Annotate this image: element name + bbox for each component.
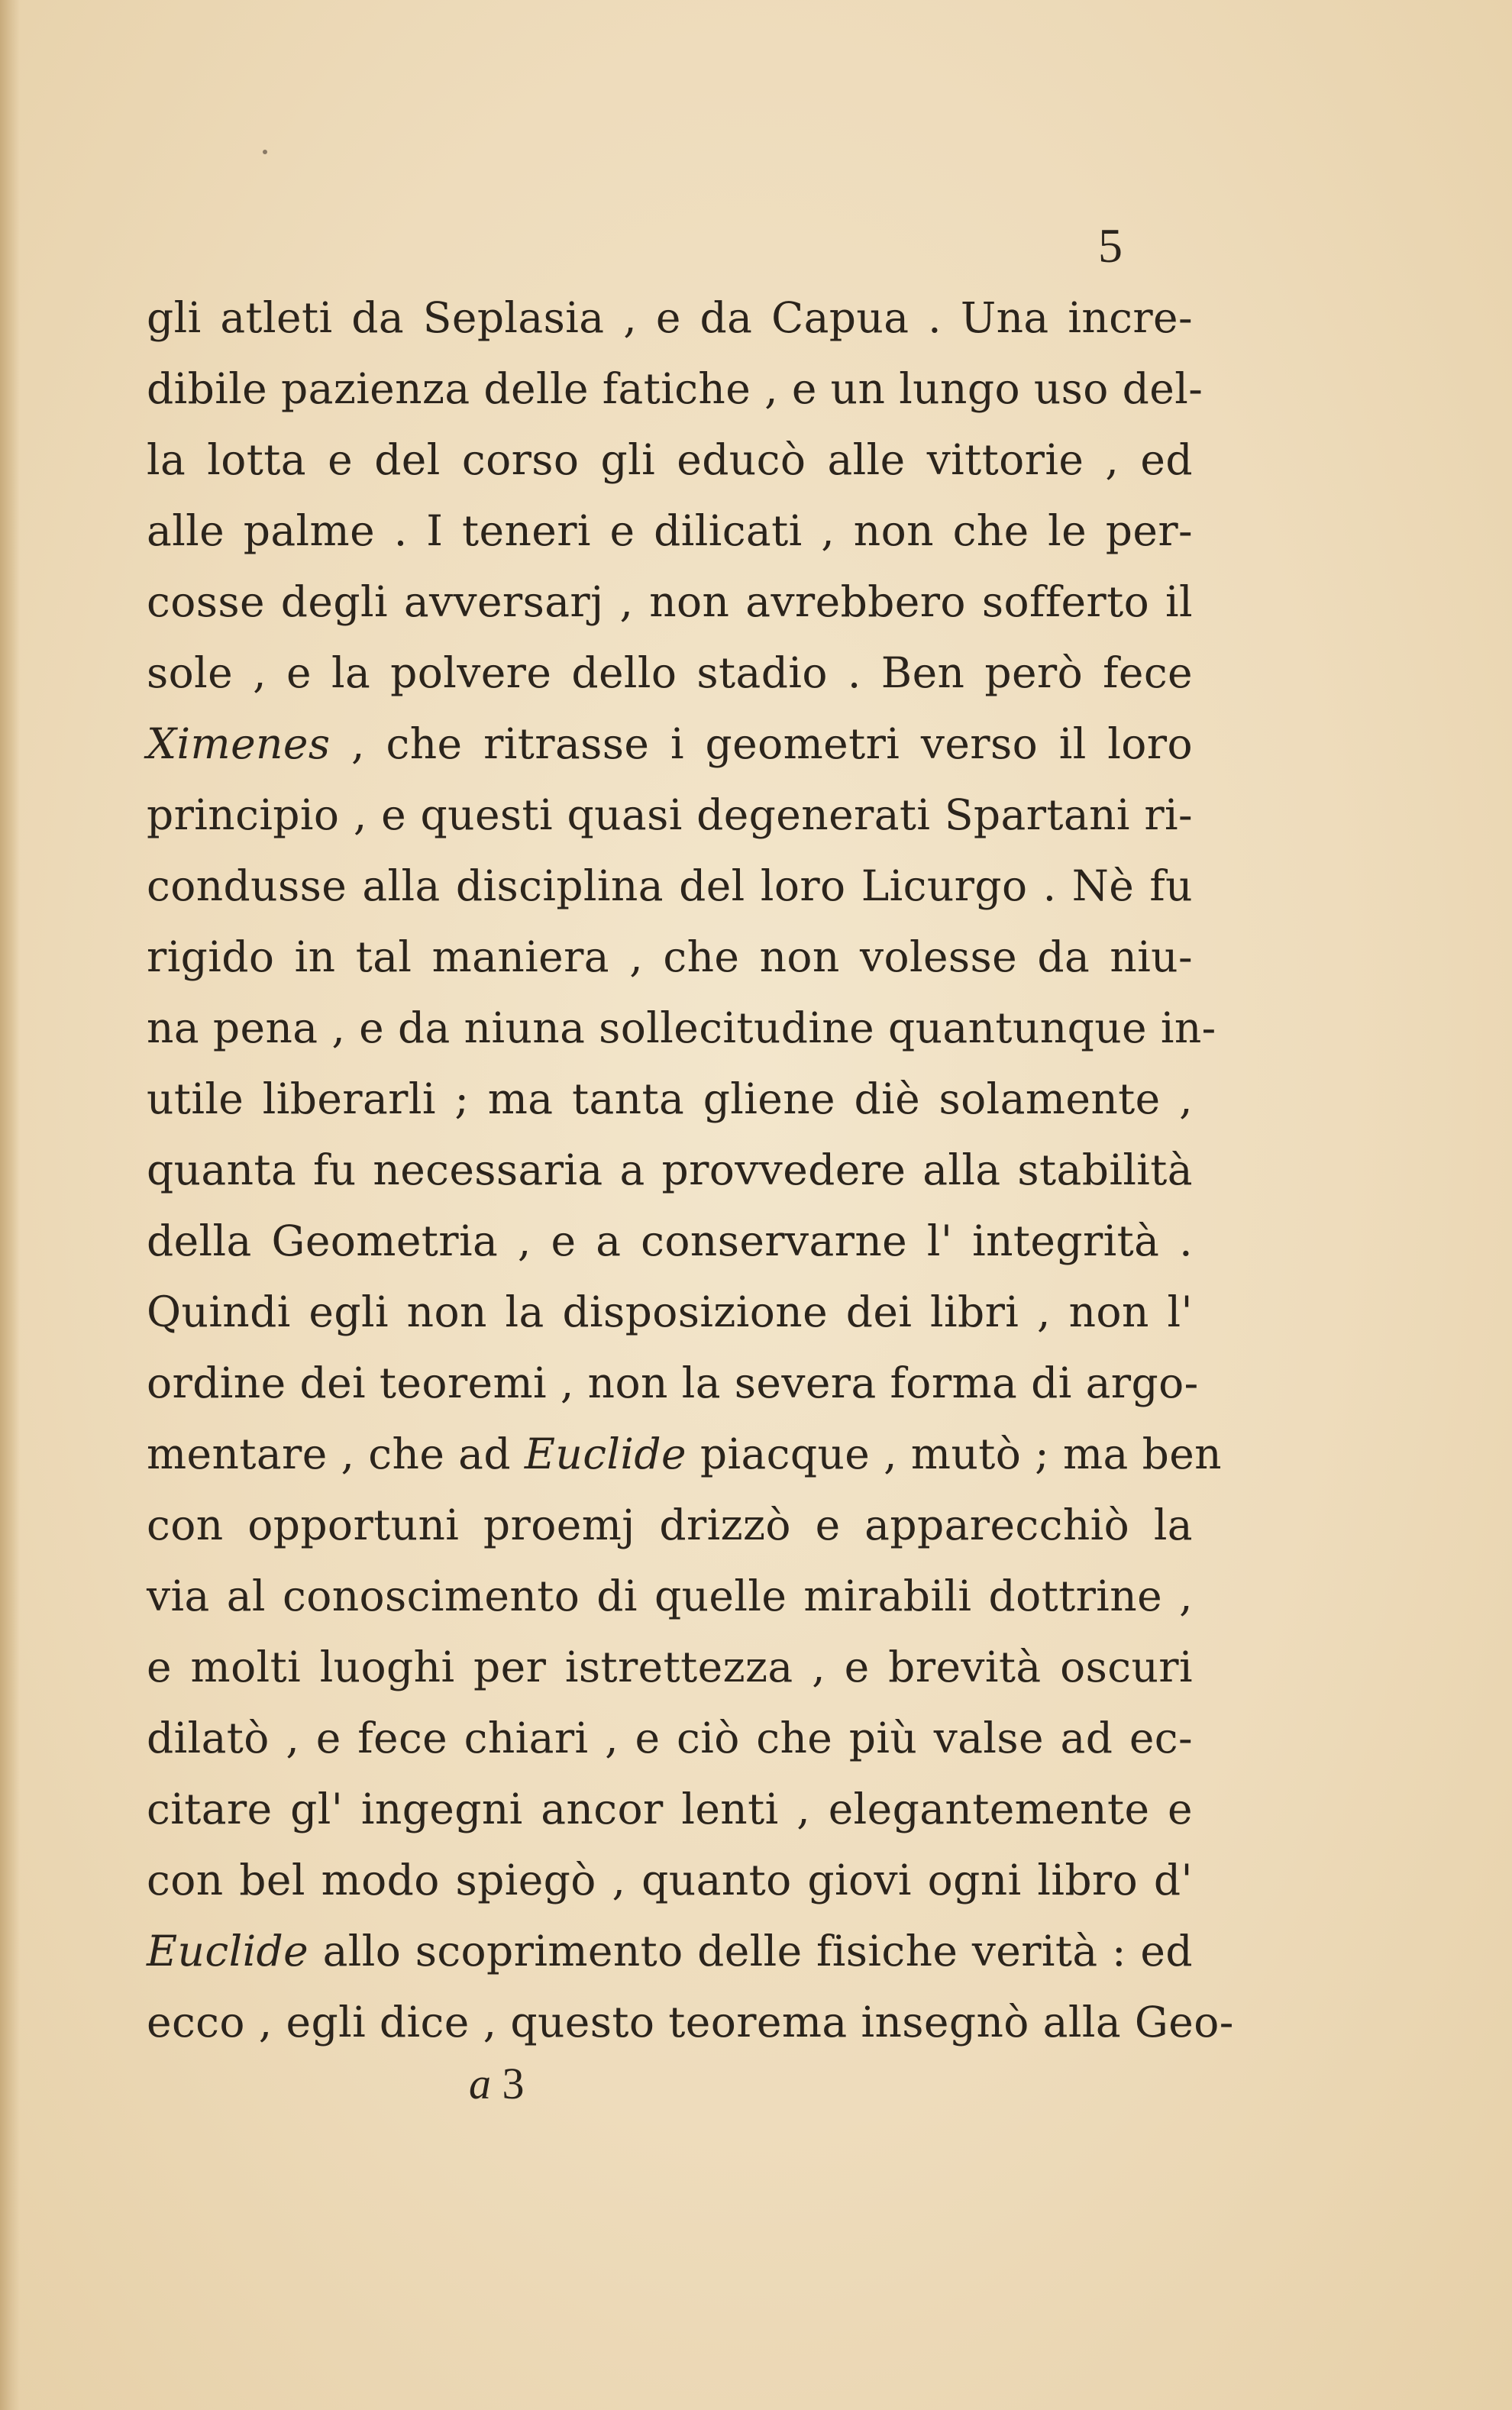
paper-speck xyxy=(263,150,267,154)
text-line: alle palme . I teneri e dilicati , non che le per- xyxy=(147,506,1193,555)
italic-name: Euclide xyxy=(524,1430,687,1478)
text-line: ecco , egli dice , questo teorema insegnò alla Geo- xyxy=(147,1998,1234,2047)
signature-letter: a xyxy=(469,2059,491,2108)
text-line: utile liberarli ; ma tanta gliene diè solamente , xyxy=(147,1074,1193,1123)
italic-name: Euclide xyxy=(147,1927,309,1975)
text-line: con opportuni proemj drizzò e apparecchiò la xyxy=(147,1501,1193,1549)
text-line xyxy=(147,1419,1222,1490)
text-line: ordine dei teoremi , non la severa forma di argo- xyxy=(147,1358,1199,1407)
page-edge xyxy=(0,0,20,2410)
text-line: na pena , e da niuna sollecitudine quantunque in- xyxy=(147,1003,1216,1052)
line-segment: piacque , mutò ; ma ben xyxy=(686,1430,1222,1478)
italic-name: Ximenes xyxy=(147,719,331,768)
text-line: condusse alla disciplina del loro Licurgo . Nè fu xyxy=(147,861,1193,910)
text-line: gli atleti da Seplasia , e da Capua . Una incre- xyxy=(147,293,1193,342)
text-line: la lotta e del corso gli educò alle vittorie , ed xyxy=(147,435,1193,484)
body-text xyxy=(147,283,1234,2058)
text-line: rigido in tal maniera , che non volesse da niu- xyxy=(147,932,1193,981)
text-line: cosse degli avversarj , non avrebbero sofferto il xyxy=(147,577,1193,626)
text-line: con bel modo spiegò , quanto giovi ogni libro d' xyxy=(147,1856,1193,1904)
line-segment: , che ritrasse i geometri verso il loro xyxy=(330,719,1193,768)
line-segment: allo scoprimento delle fisiche verità : ed xyxy=(309,1927,1193,1975)
text-line: Quindi egli non la disposizione dei libri , non l' xyxy=(147,1287,1193,1336)
page-number: 5 xyxy=(1098,218,1123,273)
text-line xyxy=(147,1916,1193,1987)
text-line xyxy=(147,709,1193,780)
line-segment: mentare , che ad xyxy=(147,1430,525,1478)
text-line: quanta fu necessaria a provvedere alla stabilità xyxy=(147,1145,1193,1194)
text-line: citare gl' ingegni ancor lenti , elegantemente e xyxy=(147,1785,1193,1833)
text-line: della Geometria , e a conservarne l' integrità . xyxy=(147,1216,1193,1265)
signature-mark xyxy=(469,2059,525,2108)
text-line: via al conoscimento di quelle mirabili dottrine , xyxy=(147,1572,1193,1620)
text-line: dibile pazienza delle fatiche , e un lungo uso del- xyxy=(147,364,1203,413)
text-line: sole , e la polvere dello stadio . Ben però fece xyxy=(147,648,1193,697)
text-line: principio , e questi quasi degenerati Spartani ri- xyxy=(147,790,1193,839)
text-line: e molti luoghi per istrettezza , e brevità oscuri xyxy=(147,1643,1193,1691)
text-line: dilatò , e fece chiari , e ciò che più valse ad ec- xyxy=(147,1714,1193,1762)
signature-number: 3 xyxy=(502,2059,525,2108)
